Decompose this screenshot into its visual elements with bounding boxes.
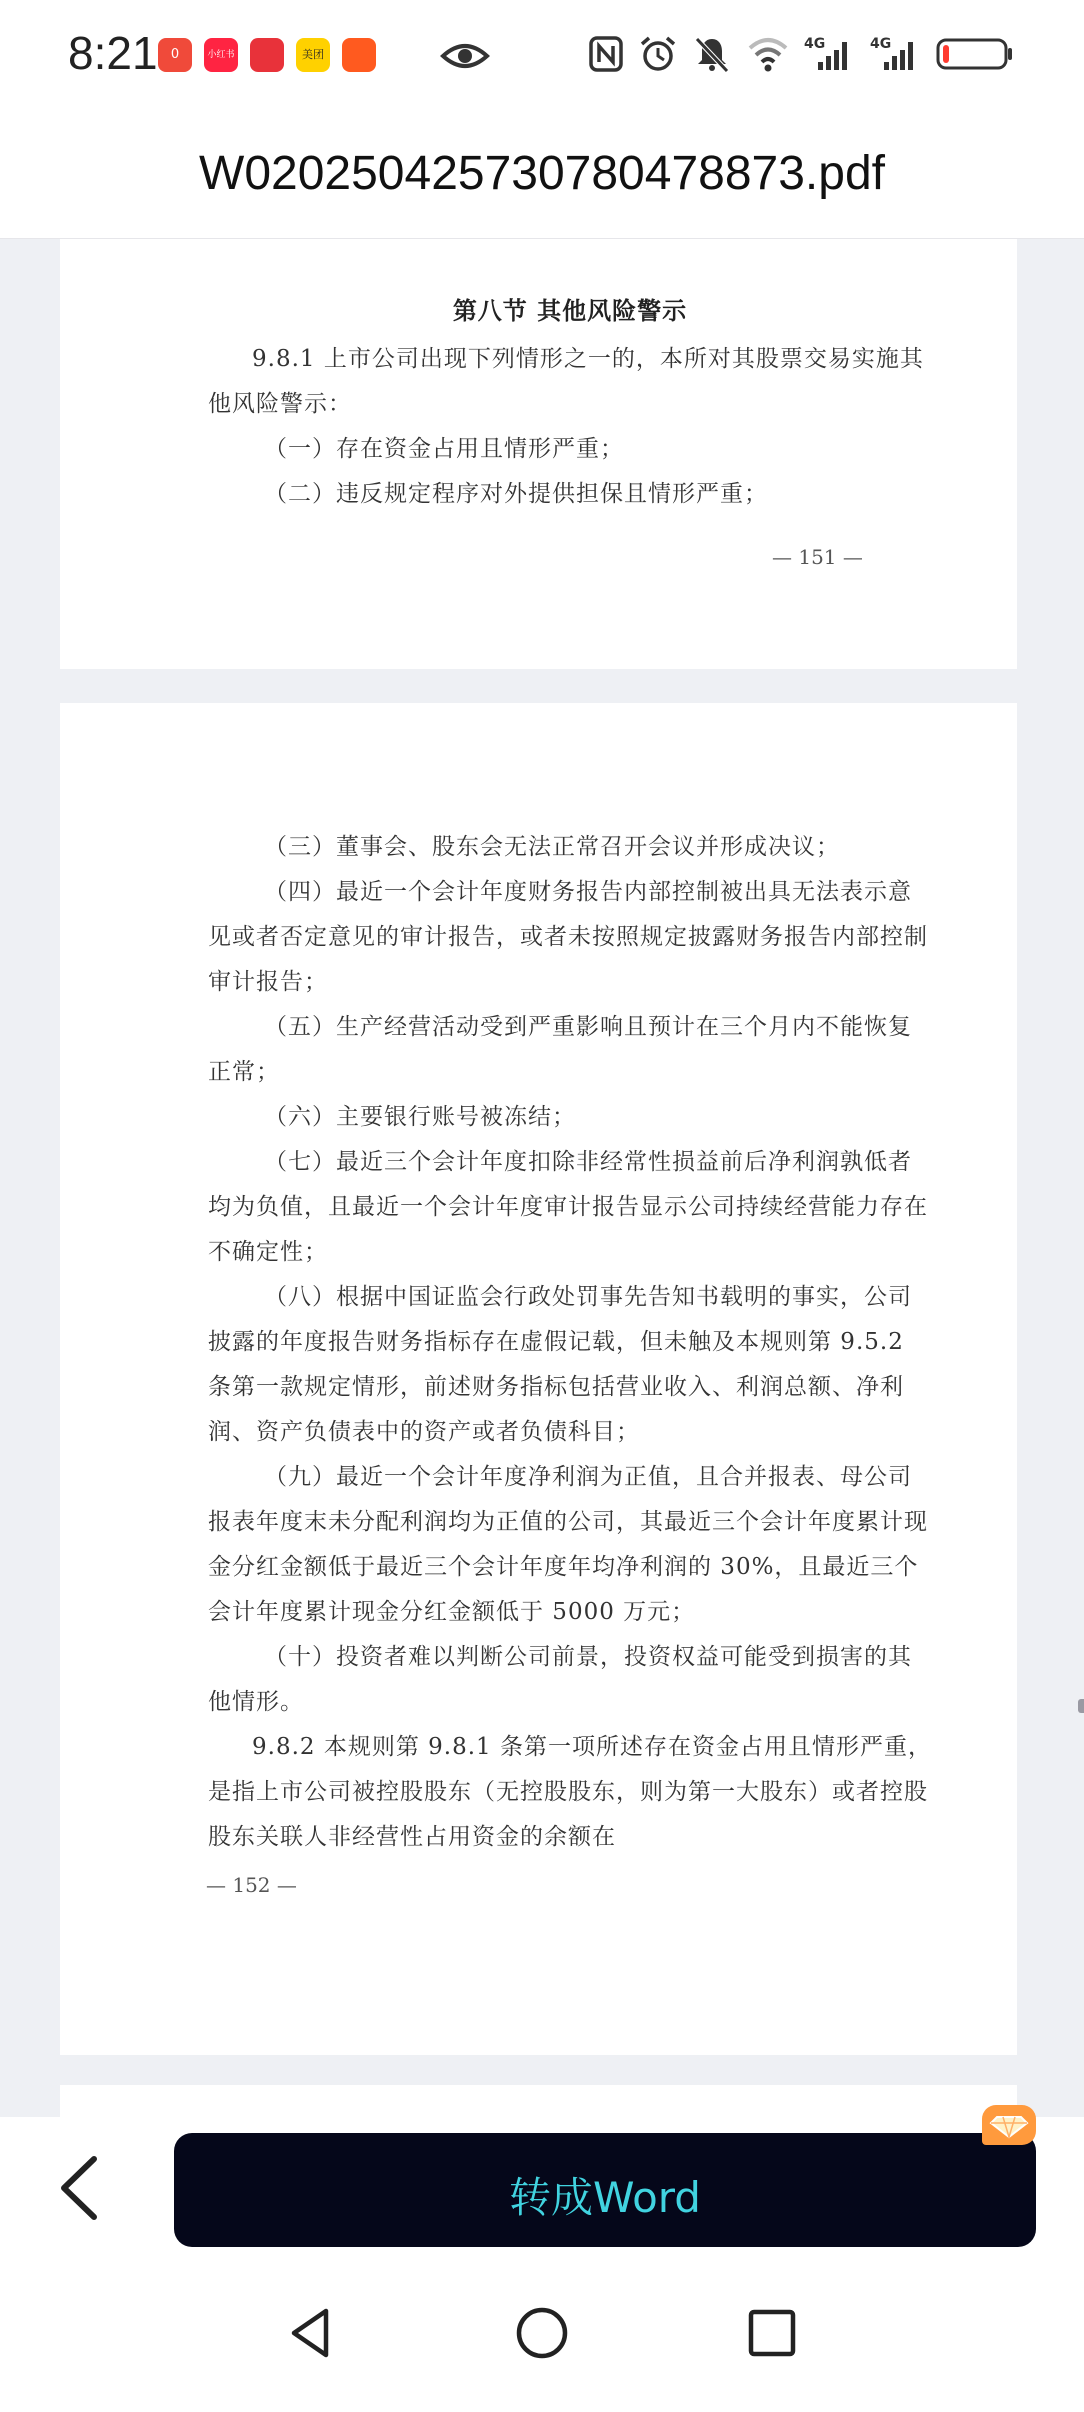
paragraph: （九）最近一个会计年度净利润为正值，且合并报表、母公司报表年度末未分配利润均为正值的公司，其最近三个会计年度累计现金分红金额低于最近三个会计年度年均净利润的 30%，且最近三个会计年度累计现金分红金额低于 5000 万元； <box>208 1464 928 1625</box>
app-notification-icon: 0 <box>158 38 192 72</box>
system-status-icons <box>588 34 1014 74</box>
pdf-page-152 <box>60 703 1017 2055</box>
paragraph: （十）投资者难以判断公司前景，投资权益可能受到损害的其他情形。 <box>208 1644 912 1715</box>
document-title-bar <box>0 112 1084 239</box>
back-triangle-icon[interactable] <box>282 2303 342 2363</box>
mute-icon <box>692 34 732 74</box>
alarm-icon <box>638 34 678 74</box>
status-bar <box>0 0 1084 112</box>
pdf-page-next <box>60 2085 1017 2117</box>
eye-icon <box>440 38 490 74</box>
recents-square-icon[interactable] <box>742 2303 802 2363</box>
diamond-icon <box>982 2105 1036 2145</box>
clock: 8:21 <box>68 27 158 79</box>
pdf-page-151 <box>60 239 1017 669</box>
paragraph: （五）生产经营活动受到严重影响且预计在三个月内不能恢复正常； <box>208 1014 912 1085</box>
app-notification-icon <box>250 38 284 72</box>
paragraph: （八）根据中国证监会行政处罚事先告知书载明的事实，公司披露的年度报告财务指标存在虚假记载，但未触及本规则第 9.5.2 条第一款规定情形，前述财务指标包括营业收入、利润总额、净利润、资产负债表中的资产或者负债科目； <box>208 1284 912 1445</box>
paragraph: 9.8.2 本规则第 9.8.1 条第一项所述存在资金占用且情形严重，是指上市公司被控股股东（无控股股东，则为第一大股东）或者控股股东关联人非经营性占用资金的余额在 <box>208 1734 932 1850</box>
back-arrow-icon[interactable] <box>50 2153 110 2223</box>
network-type-label: 4G <box>804 36 826 52</box>
paragraph: （一）存在资金占用且情形严重； <box>264 436 624 462</box>
section-heading: 第八节 其他风险警示 <box>452 296 688 325</box>
convert-to-word-button[interactable] <box>174 2133 1036 2247</box>
xiaohongshu-icon: 小红书 <box>204 38 238 72</box>
home-circle-icon[interactable] <box>512 2303 572 2363</box>
app-notification-icon <box>342 38 376 72</box>
battery-low-icon <box>936 34 1014 74</box>
vip-diamond-badge <box>982 2105 1036 2145</box>
paragraph: （二）违反规定程序对外提供担保且情形严重； <box>264 481 768 507</box>
paragraph: （七）最近三个会计年度扣除非经常性损益前后净利润孰低者均为负值，且最近一个会计年度审计报告显示公司持续经营能力存在不确定性； <box>208 1149 928 1265</box>
system-navigation-bar <box>0 2257 1084 2412</box>
paragraph: （四）最近一个会计年度财务报告内部控制被出具无法表示意见或者否定意见的审计报告，或者未按照规定披露财务报告内部控制审计报告； <box>208 879 928 995</box>
nfc-icon <box>588 34 624 74</box>
page-number: — 151 — <box>772 545 863 569</box>
notification-app-icons <box>158 38 376 72</box>
signal-4g-icon <box>804 34 856 74</box>
page-text <box>208 291 932 517</box>
paragraph: （六）主要银行账号被冻结； <box>264 1104 576 1130</box>
scrollbar-thumb[interactable] <box>1078 1699 1084 1713</box>
network-type-label: 4G <box>870 36 892 52</box>
meituan-icon: 美团 <box>296 38 330 72</box>
pdf-filename: W020250425730780478873.pdf <box>199 147 885 200</box>
paragraph: 9.8.1 上市公司出现下列情形之一的，本所对其股票交易实施其他风险警示： <box>208 346 924 417</box>
paragraph: （三）董事会、股东会无法正常召开会议并形成决议； <box>264 834 840 860</box>
pdf-viewer[interactable] <box>0 239 1084 2117</box>
page-number: — 152 — <box>206 1873 297 1897</box>
signal-4g-icon <box>870 34 922 74</box>
wifi-icon <box>746 34 790 74</box>
page-text <box>208 825 932 1860</box>
bottom-action-bar <box>0 2117 1084 2257</box>
convert-to-word-label: 转成Word <box>509 2173 701 2222</box>
